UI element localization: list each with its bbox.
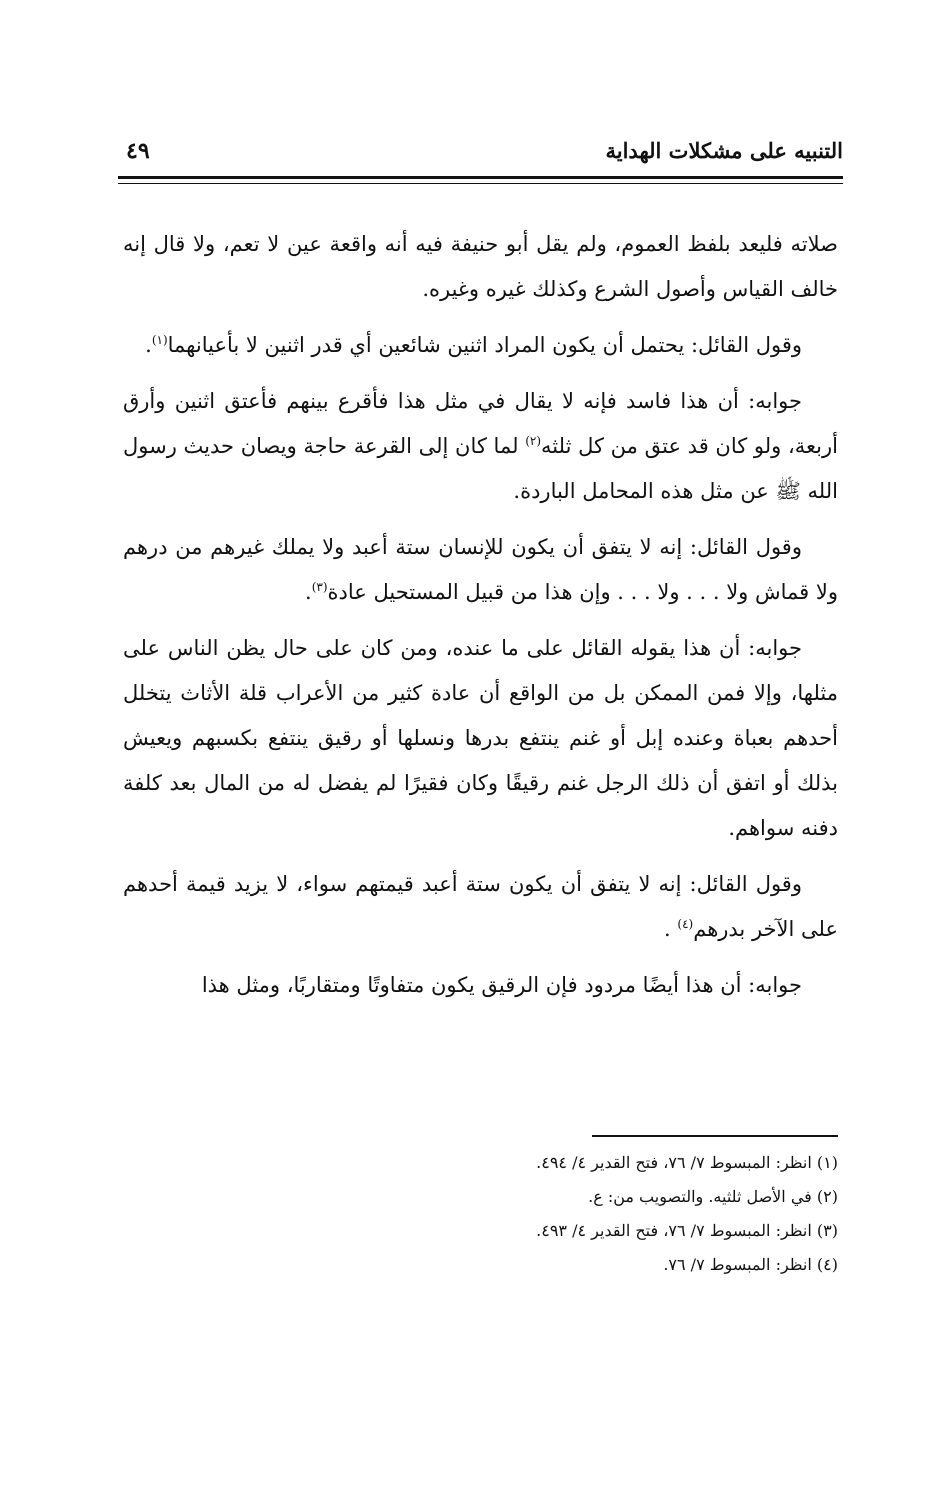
- footnote-ref: (١): [151, 333, 168, 347]
- footnote-ref: (٢): [525, 434, 542, 448]
- footnote-ref: (٤): [677, 917, 694, 931]
- footnote-1: (١) انظر: المبسوط ٧/ ٧٦، فتح القدير ٤/ ٤٩٤.: [536, 1153, 838, 1172]
- main-text: [123, 222, 838, 1019]
- paragraph-text: جوابه: أن هذا فاسد فإنه لا يقال في مثل هذا فأقرع بينهم فأعتق اثنين وأرق أربعة، ولو كان قد عتق من كل ثلثه: [123, 389, 838, 458]
- footnote-3: (٣) انظر: المبسوط ٧/ ٧٦، فتح القدير ٤/ ٤٩٣.: [536, 1221, 838, 1240]
- paragraph-text: جوابه: أن هذا يقوله القائل على ما عنده، ومن كان على حال يظن الناس على مثلها، وإلا فمن الممكن بل من الواقع أن عادة كثير من الأعراب قلة الأثاث يتخلل أحدهم بعباة وعنده إبل أو غنم ينتفع بدرها ونسلها أو رقيق ينتفع بكسبهم ويعيش بذلك أو اتفق أن ذلك الرجل غنم رقيقًا وكان فقيرًا لم يفضل له من المال بعد كلفة دفنه سواهم.: [123, 636, 838, 840]
- paragraph-6: [123, 862, 838, 952]
- paragraph-text: وقول القائل: إنه لا يتفق أن يكون للإنسان ستة أعبد ولا يملك غيرهم من درهم ولا قماش ولا . . . ولا . . . وإن هذا من قبيل المستحيل عادة: [123, 535, 838, 604]
- paragraph-3: [123, 379, 838, 514]
- running-header: [118, 132, 843, 176]
- header-rule-thin: [118, 183, 843, 184]
- header-rule-thick: [118, 176, 843, 179]
- paragraph-tail: .: [145, 333, 152, 357]
- footnote-2: (٢) في الأصل ثلثيه. والتصويب من: ع.: [588, 1187, 838, 1206]
- paragraph-text: وقول القائل: إنه لا يتفق أن يكون ستة أعبد قيمتهم سواء، لا يزيد قيمة أحدهم على الآخر بدرهم: [123, 872, 838, 941]
- paragraph-text: جوابه: أن هذا أيضًا مردود فإن الرقيق يكون متفاوتًا ومتقاربًا، ومثل هذا: [201, 973, 802, 997]
- paragraph-4: [123, 525, 838, 615]
- footnote-ref: (٣): [311, 580, 328, 594]
- paragraph-text: وقول القائل: يحتمل أن يكون المراد اثنين شائعين أي قدر اثنين لا بأعيانهما: [167, 333, 802, 357]
- paragraph-tail: .: [664, 917, 678, 941]
- paragraph-1: [123, 222, 838, 312]
- paragraph-5: [123, 626, 838, 851]
- paragraph-tail: .: [305, 580, 312, 604]
- footnote-separator: [592, 1135, 838, 1137]
- paragraph-tail: لما كان إلى القرعة حاجة ويصان حديث رسول الله ﷺ عن مثل هذه المحامل الباردة.: [123, 434, 838, 503]
- footnotes: [123, 1146, 838, 1282]
- page-number: ٤٩: [126, 138, 150, 164]
- running-title: التنبيه على مشكلات الهداية: [605, 138, 843, 163]
- footnote-4: (٤) انظر: المبسوط ٧/ ٧٦.: [663, 1255, 838, 1274]
- paragraph-7: [123, 963, 838, 1008]
- paragraph-text: صلاته فليعد بلفظ العموم، ولم يقل أبو حنيفة فيه أنه واقعة عين لا تعم، ولا قال إنه خالف القياس وأصول الشرع وكذلك غيره وغيره.: [123, 232, 838, 301]
- paragraph-2: [123, 323, 838, 368]
